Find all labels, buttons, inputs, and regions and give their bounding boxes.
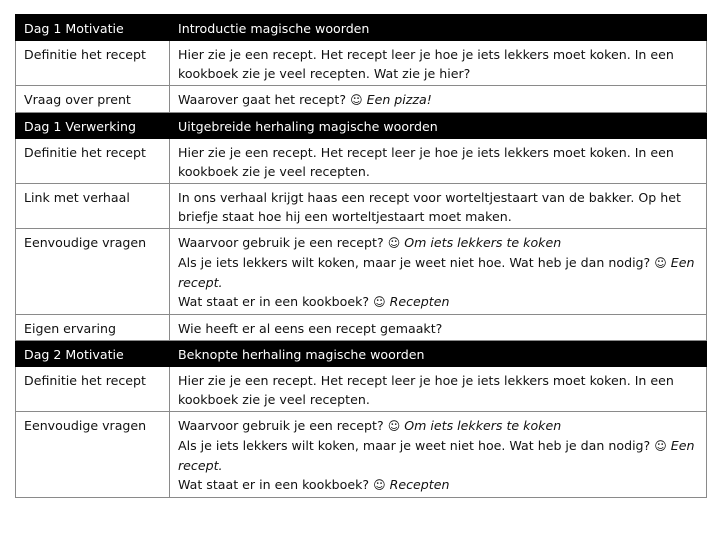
row-label-cell: Vraag over prent [16,86,170,113]
table-row [16,412,707,498]
content-text: Waarvoor gebruik je een recept? [178,418,384,433]
table-row [16,139,707,184]
content-text: Beknopte herhaling magische woorden [178,347,425,362]
table-row [16,41,707,86]
smiley-icon: ☺ [654,256,667,270]
row-content-cell [170,184,707,229]
row-label-cell: Eenvoudige vragen [16,412,170,498]
content-text: In ons verhaal krijgt haas een recept voor worteltjestaart van de bakker. Op het briefje staat hoe hij een worteltjestaart moet maken. [178,190,681,224]
content-text: Wat staat er in een kookboek? [178,294,370,309]
content-line [178,371,698,409]
content-line [178,253,698,292]
content-line [178,345,698,364]
content-text: Hier zie je een recept. Het recept leer je hoe je iets lekkers moet koken. In een kookboek zie je veel recepten. [178,373,674,407]
lesson-plan-table [15,14,707,498]
row-content-cell [170,315,707,341]
smiley-icon: ☺ [387,236,401,250]
content-line [178,117,698,136]
content-line [178,45,698,83]
content-text: Als je iets lekkers wilt koken, maar je weet niet hoe. Wat heb je dan nodig? [178,438,651,453]
content-line [178,233,698,253]
section-subtitle-cell [170,113,707,139]
table-row [16,315,707,341]
section-title-cell: Dag 2 Motivatie [16,341,170,367]
answer-text: Om iets lekkers te koken [404,235,562,250]
row-content-cell [170,412,707,498]
content-line [178,416,698,436]
row-content-cell [170,229,707,315]
content-line [178,319,698,338]
row-label-cell: Eigen ervaring [16,315,170,341]
answer-text: Een pizza! [366,92,432,107]
content-line [178,436,698,475]
smiley-icon: ☺ [350,93,363,107]
answer-text: Een recept. [178,438,695,473]
section-title-cell: Dag 1 Verwerking [16,113,170,139]
content-line [178,90,698,110]
section-header-row [16,15,707,41]
content-text: Wat staat er in een kookboek? [178,477,370,492]
content-text: Hier zie je een recept. Het recept leer je hoe je iets lekkers moet koken. In een kookboek zie je veel recepten. Wat zie je hier? [178,47,674,81]
smiley-icon: ☺ [373,478,386,492]
section-header-row [16,113,707,139]
content-text: Als je iets lekkers wilt koken, maar je weet niet hoe. Wat heb je dan nodig? [178,255,651,270]
table-row [16,86,707,113]
content-text: Introductie magische woorden [178,21,370,36]
content-text: Wie heeft er al eens een recept gemaakt? [178,321,443,336]
row-content-cell [170,86,707,113]
smiley-icon: ☺ [387,419,401,433]
table-row [16,367,707,412]
answer-text: Om iets lekkers te koken [404,418,562,433]
row-content-cell [170,367,707,412]
lesson-plan-body [16,15,707,498]
content-text: Waarover gaat het recept? [178,92,347,107]
answer-text: Een recept. [178,255,695,290]
content-line [178,292,698,312]
content-text: Waarvoor gebruik je een recept? [178,235,384,250]
table-row [16,229,707,315]
section-header-row [16,341,707,367]
answer-text: Recepten [389,477,450,492]
content-line [178,188,698,226]
section-subtitle-cell [170,15,707,41]
row-content-cell [170,139,707,184]
row-content-cell [170,41,707,86]
section-title-cell: Dag 1 Motivatie [16,15,170,41]
smiley-icon: ☺ [654,439,667,453]
row-label-cell: Eenvoudige vragen [16,229,170,315]
table-row [16,184,707,229]
row-label-cell: Definitie het recept [16,367,170,412]
content-line [178,475,698,495]
smiley-icon: ☺ [373,295,386,309]
content-text: Hier zie je een recept. Het recept leer je hoe je iets lekkers moet koken. In een kookboek zie je veel recepten. [178,145,674,179]
answer-text: Recepten [389,294,450,309]
content-line [178,143,698,181]
row-label-cell: Definitie het recept [16,41,170,86]
content-line [178,19,698,38]
content-text: Uitgebreide herhaling magische woorden [178,119,438,134]
row-label-cell: Definitie het recept [16,139,170,184]
section-subtitle-cell [170,341,707,367]
row-label-cell: Link met verhaal [16,184,170,229]
